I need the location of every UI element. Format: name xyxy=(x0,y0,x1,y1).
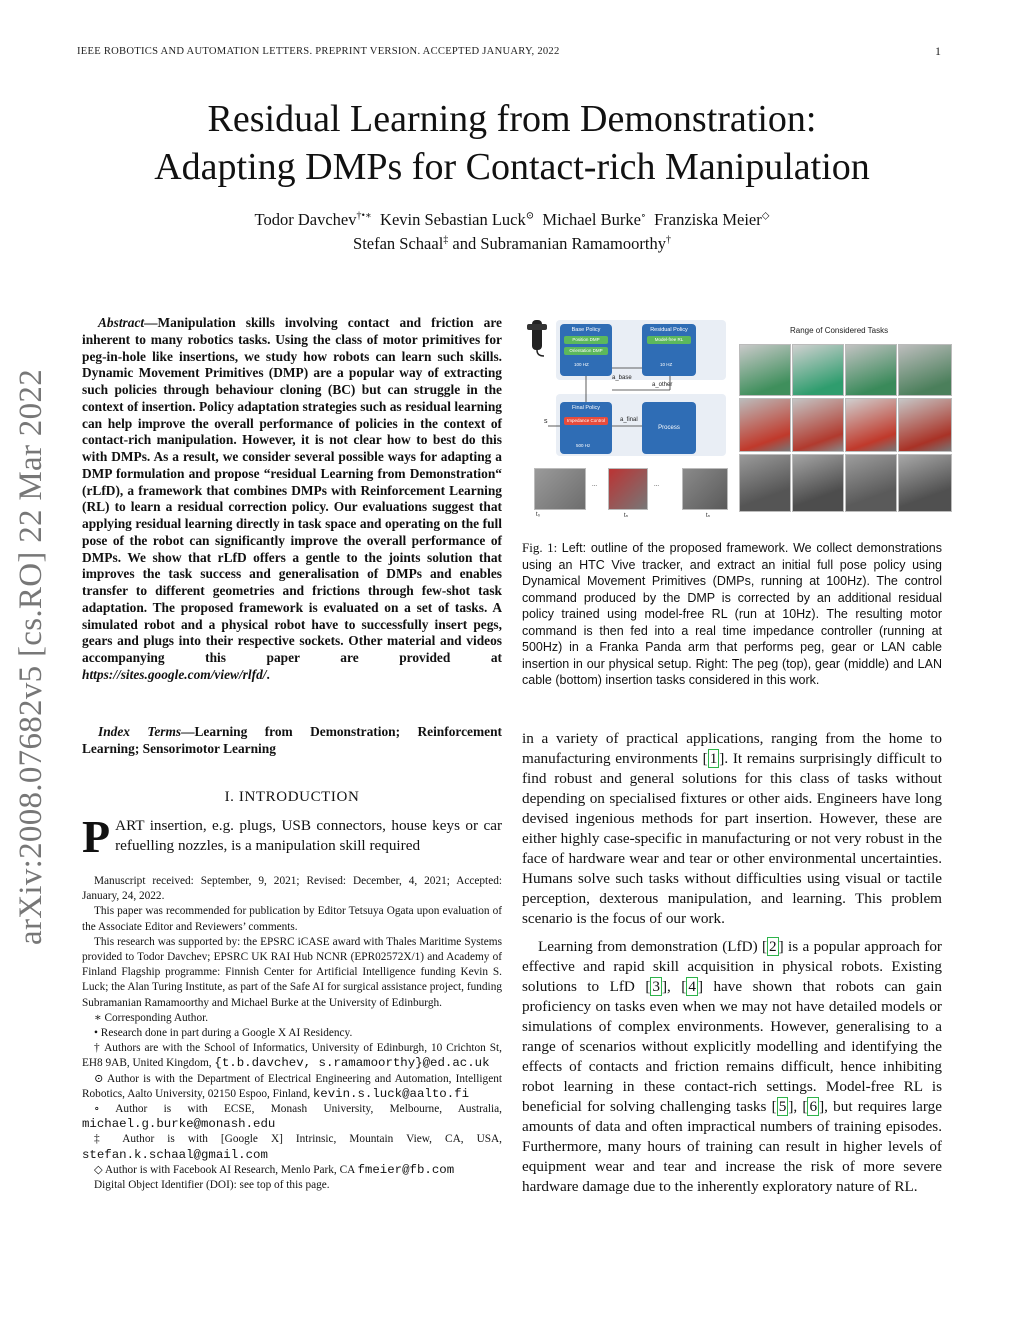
footnotes xyxy=(82,874,502,1193)
text-run: have shown that robots can gain proficiency on tasks even when we may not have detailed models or simulations of complex environments. However, generalising to a range of scenarios without explicitly modelling and identifying the effects of contacts and friction remains difficult, hence inhibiting robot learning in these contact-rich settings. Model-free RL is beneficial for solving challenging tasks xyxy=(522,978,943,1115)
title-line-2: Adapting DMPs for Contact-rich Manipulation xyxy=(154,146,870,188)
author-name: Kevin Sebastian Luck xyxy=(380,210,526,229)
paragraph: in a variety of practical applications, ranging from the home to manufacturing environments [ 1 ]. It remains surprisingly difficult to find robust and general solutions for this class of tasks without depending on specialised fixtures or other aids. Engineers have long devised ingenious methods for part insertion. However, these are either highly case-specific in manufacturing or not very robust in the face of hardware wear and tear or other environmental uncertainties. Humans solve such tasks without difficulties using visual or tactile perception, dexterous manipulation, and learning. This problem scenario is the focus of our work. xyxy=(522,730,942,927)
citation-link[interactable]: 1 xyxy=(709,750,718,767)
author-list xyxy=(0,208,1024,256)
framework-diagram xyxy=(522,312,730,522)
figure-1 xyxy=(522,312,952,527)
author-marks: ◇ xyxy=(761,210,770,222)
running-header: IEEE ROBOTICS AND AUTOMATION LETTERS. PREPRINT VERSION. ACCEPTED JANUARY, 2022 xyxy=(77,46,560,57)
email-link[interactable]: michael.g.burke@monash.edu xyxy=(82,1117,276,1132)
section-heading-introduction: I. INTRODUCTION xyxy=(224,789,360,805)
base-policy-label: Base Policy xyxy=(571,327,601,333)
footnote-edinburgh xyxy=(82,1041,502,1071)
footnote-residency: • Research done in part during a Google X AI Residency. xyxy=(94,1027,353,1040)
gear-task-photo xyxy=(845,398,897,452)
a-final-label: a_final xyxy=(620,417,638,423)
peg-task-photo xyxy=(739,344,791,396)
email-link[interactable]: fmeier@fb.com xyxy=(357,1162,455,1177)
index-terms-body: Learning from Demonstration; Reinforcement Learning; Sensorimotor Learning xyxy=(82,724,502,756)
text-run: in a variety of practical applications, ranging from the home to manufacturing environments xyxy=(522,730,942,767)
paragraph: Learning from demonstration (LfD) [ 2 ] is a popular approach for effective and rapid skill acquisition in physical robots. Existing solutions to LfD [ 3 ], [ 4 ] have shown that robots can gain proficiency on tasks even when we may not have detailed models or simulations of complex environments. However, generalising to a range of scenarios without explicitly modelling and identifying the effects of contacts and friction remains difficult, hence inhibiting robot learning in these contact-rich settings. Model-free RL is beneficial for solving challenging tasks [ 5 ], [ 6 ], but requires large amounts of data and often impractical numbers of training episodes. Furthermore, many hours of training can result in higher levels of equipment wear and tear and increase the risk of more severe hardware damage due to the inherently exploratory nature of RL. xyxy=(522,938,943,1195)
text-run: . It remains surprisingly difficult to find robust and general solutions for this class of tasks without depending on specialised fixtures or other aids. Engineers have long devised ingenious methods for part insertion. However, these are either highly case-specific in manufacturing or not very robust in the face of hardware wear and tear or other environmental uncertainties. Humans solve such tasks without difficulties using visual or tactile perception, dexterous manipulation, and learning. This problem scenario is the focus of our work. xyxy=(522,750,942,927)
footnote-doi: Digital Object Identifier (DOI): see top of this page. xyxy=(94,1179,330,1192)
impedance-control-box: Impedance Control xyxy=(564,417,608,425)
a-base-label: a_base xyxy=(612,375,632,381)
lan-task-photo xyxy=(845,454,897,512)
footnote-corresponding: ∗ Corresponding Author. xyxy=(94,1011,209,1024)
caption-text: Left: outline of the proposed framework. We collect demonstrations using an HTC Vive tracker, and extract an initial full pose policy using Dynamical Movement Primitives (DMPs, running at 100Hz). The control command produced by the DMP is corrected by an additional residual policy trained using model-free RL (run at 10Hz). The resulting motor command is then fed into a real time impedance controller (running at 500Hz) in a Franka Panda arm that performs peg, gear or LAN cable insertion in our physical setup. Right: The peg (top), gear (middle) and LAN cable (bottom) insertion tasks considered in this work. xyxy=(522,541,943,687)
time-t0: t₀ xyxy=(536,512,541,518)
author-and: and xyxy=(452,234,477,253)
footnote-manuscript: Manuscript received: September, 9, 2021; Revised: December, 4, 2021; Accepted: January, 24, 2022. xyxy=(82,875,502,903)
citation-link[interactable]: 5 xyxy=(778,1098,787,1115)
peg-task-photo xyxy=(898,344,952,396)
diagram-arrows xyxy=(522,312,730,462)
right-column-body xyxy=(522,729,942,1197)
citation-link[interactable]: 6 xyxy=(809,1098,818,1115)
footnote-text: ◇ Author is with Facebook AI Research, Menlo Park, CA xyxy=(94,1163,358,1176)
page-number: 1 xyxy=(935,44,941,58)
time-tn: tₙ xyxy=(624,513,629,519)
residual-rate-label: 10 HZ xyxy=(660,362,673,367)
range-title: Range of Considered Tasks xyxy=(790,326,889,335)
footnote-aalto xyxy=(82,1072,502,1102)
author-marks: ‡ xyxy=(443,234,449,246)
text-run: , xyxy=(667,978,682,995)
demo-photo-end xyxy=(682,468,728,510)
residual-policy-label: Residual Policy xyxy=(650,327,688,333)
task-photo-grid xyxy=(739,344,952,512)
author-name: Subramanian Ramamoorthy xyxy=(480,234,666,253)
text-run: , xyxy=(793,1098,803,1115)
footnote-text: ‡ Author is with [Google X] Intrinsic, Mountain View, CA, USA, xyxy=(94,1133,502,1146)
demo-photo-start xyxy=(534,468,586,510)
demo-photo-middle xyxy=(608,468,648,510)
abstract-dash: — xyxy=(144,315,158,330)
author-marks: †•∗ xyxy=(356,210,372,222)
email-link[interactable]: {t.b.davchev, s.ramamoorthy}@ed.ac.uk xyxy=(214,1056,490,1071)
final-rate-label: 500 Hz xyxy=(576,443,591,448)
author-name: Todor Davchev xyxy=(254,210,357,229)
process-box: Process xyxy=(642,402,696,454)
project-url-link[interactable]: https://sites.google.com/view/rlfd/ xyxy=(82,666,267,682)
figure-caption xyxy=(522,540,942,689)
footnote-google xyxy=(82,1132,502,1162)
position-dmp-box: Position DMP xyxy=(564,336,608,344)
citation-link[interactable]: 4 xyxy=(688,978,696,995)
text-run: is a popular approach for effective and rapid skill acquisition in physical robots. Existing solutions to LfD xyxy=(522,938,942,995)
index-terms-label: Index Terms xyxy=(98,724,182,739)
author-marks: ⊙ xyxy=(525,210,535,222)
text-run: Learning from demonstration (LfD) xyxy=(538,938,762,955)
footnote-text: ∘ Author is with ECSE, Monash University, Melbourne, Australia, xyxy=(94,1103,502,1116)
peg-task-photo xyxy=(792,344,844,396)
arxiv-stamp: arXiv:2008.07682v5 [cs.RO] 22 Mar 2022 xyxy=(13,369,49,945)
lan-task-photo xyxy=(792,454,844,512)
abstract xyxy=(82,315,502,684)
lan-task-photo xyxy=(739,454,791,512)
footnote-editor: This paper was recommended for publication by Editor Tetsuya Ogata upon evaluation of the Associate Editor and Reviewers’ comments. xyxy=(82,905,502,933)
state-label: s xyxy=(544,418,548,425)
model-free-rl-box: Model-free RL xyxy=(647,336,691,344)
text-run: , but requires large amounts of data and often impractical numbers of training episodes. Furthermore, many hours of training can result in higher levels of equipment wear and tear and increase the risk of more severe hardware damage due to the inherently exploratory nature of RL. xyxy=(522,1098,942,1195)
email-link[interactable]: stefan.k.schaal@gmail.com xyxy=(82,1147,268,1162)
gear-task-photo xyxy=(792,398,844,452)
drop-cap: P xyxy=(82,811,111,862)
author-marks: ∘ xyxy=(640,210,646,222)
email-link[interactable]: kevin.s.luck@aalto.fi xyxy=(312,1086,470,1101)
lan-task-photo xyxy=(898,454,952,512)
a-other-label: a_other xyxy=(652,382,673,388)
author-name: Stefan Schaal xyxy=(353,234,444,253)
author-line-1 xyxy=(0,208,1024,232)
citation-link[interactable]: 3 xyxy=(652,978,660,995)
ellipsis-1: ... xyxy=(592,482,598,488)
base-rate-label: 100 HZ xyxy=(574,362,589,367)
citation-link[interactable]: 2 xyxy=(769,938,777,955)
caption-label: Fig. 1: xyxy=(522,540,558,555)
gear-task-photo xyxy=(898,398,952,452)
footnote-monash xyxy=(82,1102,502,1132)
footnote-text: † Authors are with the School of Informatics, University of Edinburgh, 10 Crichton St, EH8 9AB, United Kingdom, xyxy=(82,1042,502,1070)
author-name: Michael Burke xyxy=(542,210,641,229)
footnote-funding: This research was supported by: the EPSRC iCASE award with Thales Maritime Systems provided to Todor Davchev; EPSRC UK RAI Hub NCNR (EPR02572X/1) and Academy of Finland Flagship programme: Finnish Center for Artificial Intelligence funding Kevin S. Luck; the Alan Turing Institute, as part of the Safe AI for surgical assistance project, funding Subramanian Ramamoorthy and Michael Burke at the University of Edinburgh. xyxy=(82,935,502,1009)
abstract-end: . xyxy=(266,666,270,682)
abstract-label: Abstract xyxy=(98,315,145,330)
author-line-2 xyxy=(0,232,1024,256)
time-tn: tₙ xyxy=(706,513,711,519)
footnote-text: ⊙ Author is with the Department of Electrical Engineering and Automation, Intelligent Robotics, Aalto University, 02150 Espoo, Finland, xyxy=(82,1072,502,1100)
index-terms xyxy=(82,724,502,758)
author-marks: † xyxy=(665,234,671,246)
index-terms-dash: — xyxy=(181,724,195,739)
peg-task-photo xyxy=(845,344,897,396)
footnote-facebook xyxy=(82,1163,502,1178)
title-line-1: Residual Learning from Demonstration: xyxy=(207,98,817,140)
gear-task-photo xyxy=(739,398,791,452)
final-policy-label: Final Policy xyxy=(571,405,601,411)
author-name: Franziska Meier xyxy=(654,210,762,229)
paper-title xyxy=(0,95,1024,191)
ellipsis-2: ... xyxy=(654,482,660,488)
abstract-body: Manipulation skills involving contact and friction are inherent to many robotics tasks. Using the class of motor primitives for peg-in-hole like insertions, we study how robots can learn such skills. Dynamic Movement Primitives (DMP) are a popular way of extracting such policies through behaviour cloning (BC) but can struggle in the context of insertion. Policy adaptation strategies such as residual learning can help improve the overall performance of policies in the context of contact-rich manipulation. However, it is not clear how to best do this with DMPs. As a result, we consider several possible ways for adapting a DMP formulation and propose “residual Learning from Demonstration“ (rLfD), a framework that combines DMPs with Reinforcement Learning (RL) to learn a residual correction policy. Our evaluations suggest that applying residual learning directly in task space and operating on the full pose of the robot can significantly improve the overall performance of DMPs. We show that rLfD offers a gentle to the joints solution that improves the task success and generalisation of DMPs and enables transfer to different geometries and frictions through few-shot task adaptation. The proposed framework is evaluated on a set of tasks. A simulated robot and a physical robot have to successfully insert pegs, gears and plugs into their respective sockets. Other material and videos accompanying this paper are provided at xyxy=(82,315,502,665)
intro-lead-text: ART insertion, e.g. plugs, USB connectors, house keys or car refuelling nozzles, is a manipulation skill required xyxy=(115,817,502,854)
orientation-dmp-box: Orientation DMP xyxy=(564,347,608,355)
intro-paragraph xyxy=(82,811,502,862)
